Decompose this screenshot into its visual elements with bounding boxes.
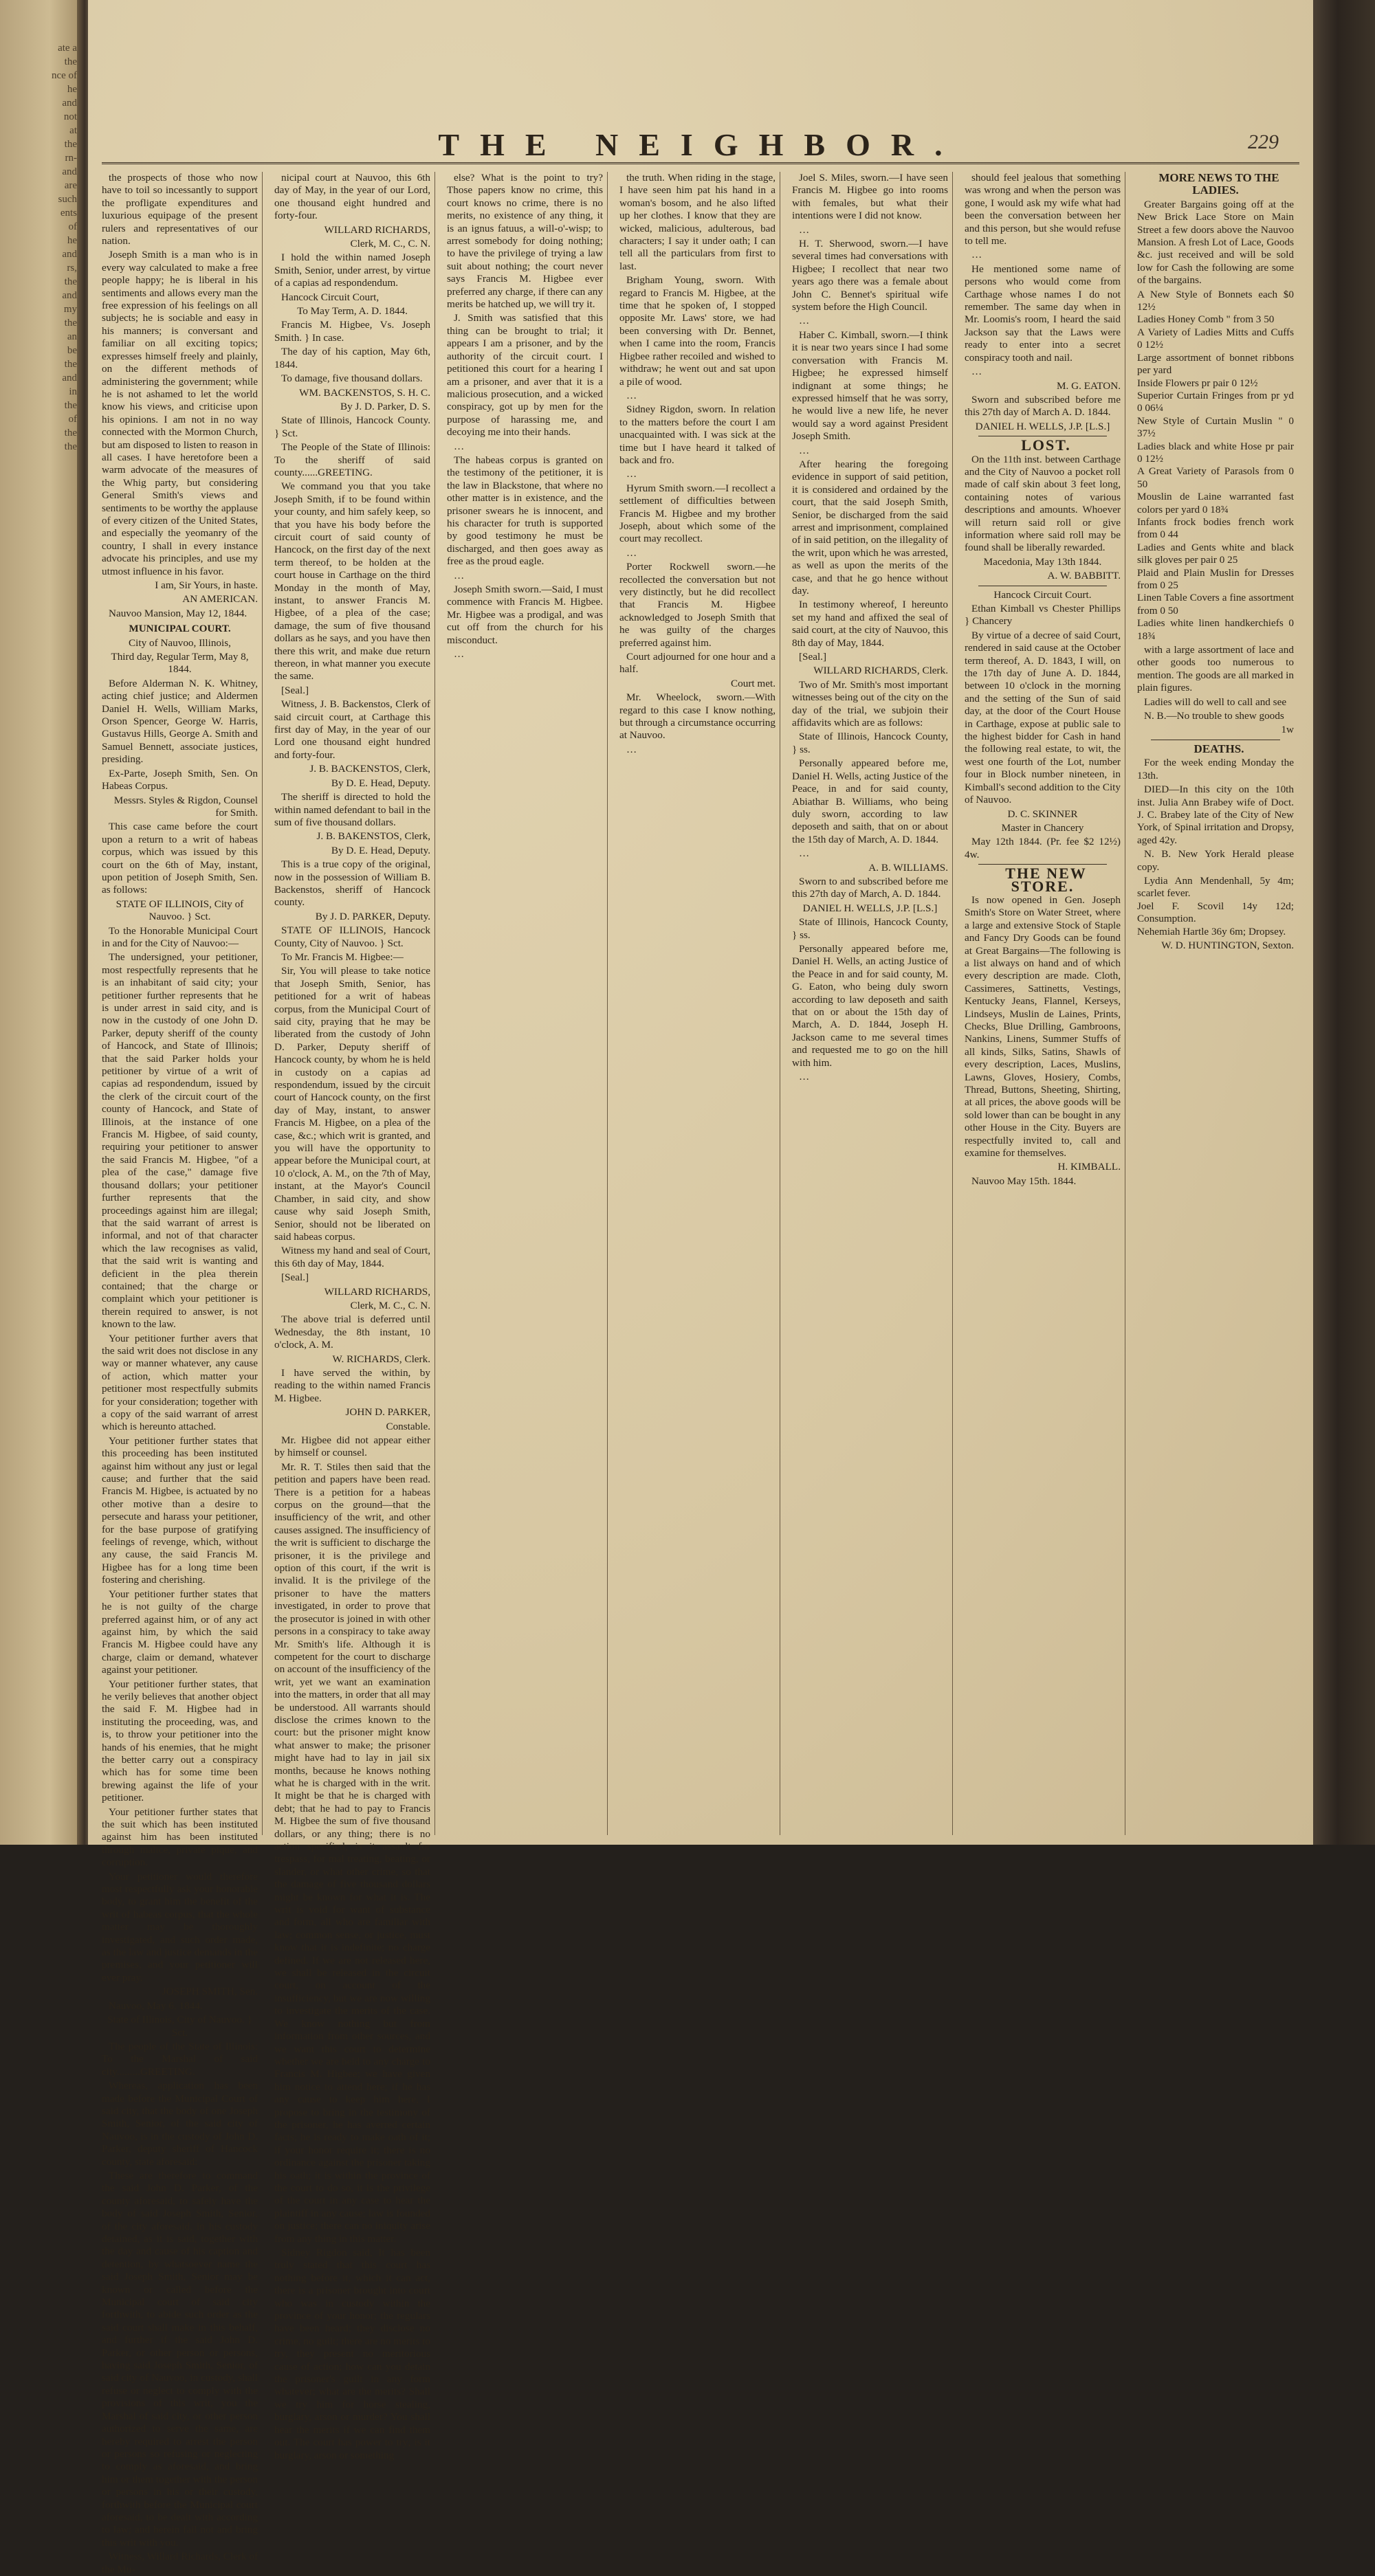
paragraph: Your petitioner further states that he is not guilty of the charge preferred against him, or of any act against him, by which the said Francis M. Higbee could have any charge, claim or demand, whatever against your petitioner. bbox=[102, 1588, 258, 1676]
column-6 bbox=[960, 172, 1125, 1835]
paragraph: Brigham Young, sworn. With regard to Francis M. Higbee, at the time that he spoken of, I stopped opposite Mr. Laws' store, we had been conversing with Dr. Bennet, when I came into the room, Francis Higbee rather recoiled and wished to withdraw; he went out and sat upon a pile of wood. bbox=[619, 274, 776, 388]
signature: WILLARD RICHARDS, bbox=[324, 223, 430, 236]
court-name: Hancock Circuit Court, bbox=[281, 291, 380, 303]
seal: [Seal.] bbox=[281, 1272, 309, 1284]
paragraph: H. T. Sherwood, sworn.—I have several times had conversations with Higbee; I recollect that near two years ago there was a female about John C. Bennet's spiritual wife system before the High Council. bbox=[792, 238, 948, 313]
signature: WILLARD RICHARDS, Clerk. bbox=[813, 665, 948, 677]
venue: State of Illinois, Hancock County. } Sct. bbox=[274, 414, 430, 439]
paragraph: … bbox=[799, 1071, 810, 1083]
column-4 bbox=[615, 172, 780, 1835]
paragraph: Your petitioner would therefore most respectfully ask your honorable body, to grant him the benefit of the writ of habeas corpus, that the whole matter may be thoroughly investigated, and such order made, as the law and justice demands in the premises, and your petitioner will ever pray. bbox=[102, 1870, 258, 1984]
paragraph: … bbox=[454, 440, 465, 452]
ad-signature: 1w bbox=[1281, 724, 1294, 736]
paragraph: Mr. Wheelock, sworn.—With regard to this case I know nothing, but through a circumstance occurring at Nauvoo. bbox=[619, 691, 776, 742]
seal: [Seal.] bbox=[799, 651, 827, 663]
signature: WM. BACKENSTOS, S. H. C. bbox=[299, 386, 430, 399]
paragraph: I hold the within named Joseph Smith, Senior, under arrest, by virtue of a capias ad respondendum. bbox=[274, 252, 430, 289]
column-7 bbox=[1133, 172, 1298, 1835]
paragraph: Your petitioner further states, that he verily believes that another object the said F. M. Higbee had in instituting the proceeding, was, and is, to throw your petitioner into the hands of his enemies, that he might the better carry out a conspiracy which has for some time been brewing against the life of your petitioner. bbox=[102, 1678, 258, 1804]
paragraph: … bbox=[626, 743, 637, 755]
court-city: City of Nauvoo, Illinois, bbox=[129, 636, 231, 649]
paragraph: The habeas corpus is granted on the testimony of the petitioner, it is the law in Blackstone, that where no other matter is in existence, and the prisoner swears he is innocent, and his character for truth is supported by good testimony he must be discharged, and then goes away as free as the proud eagle. bbox=[447, 454, 603, 568]
paragraph: To Mr. Francis M. Higbee:— bbox=[281, 951, 404, 963]
paragraph: Sir, You will please to take notice that Joseph Smith, Senior, has petitioned for a writ of habeas corpus, from the Municipal Court of said city, praying that he may be liberated from the custody of John D. Parker, Deputy sheriff of Hancock county, by whom he is held in custody on a capias ad respondendum, issued by the circuit court of Hancock county, on the first day of May, instant, to answer Francis M. Higbee, on a plea of the case, &c.; which writ is granted, and you will have the opportunity to appear before the Municipal court, at 10 o'clock, A. M., on the 7th of May, instant, at the Mayor's Council Chamber, in said city, and show cause why said Joseph Smith, Senior, should not be liberated on said habeas corpus. bbox=[274, 965, 430, 1243]
paragraph: should feel jealous that something was wrong and when the person was gone, I would ask my wife what had been the conversation between her and this person, but she would refuse to tell me. bbox=[965, 172, 1121, 247]
paragraph: nicipal court at Nauvoo, this 6th day of May, in the year of our Lord, one thousand eight hundred and forty-four. bbox=[274, 172, 430, 222]
paragraph: I have served the within, by reading to the within named Francis M. Higbee. bbox=[274, 1366, 430, 1404]
paragraph: Personally appeared before me, Daniel H. Wells, acting Justice of the Peace, in and for said county, Abiathar B. Williams, who being duly sworn, according to law deposeth and saith, that on or about the 15th day of March, A. D. 1844. bbox=[792, 757, 948, 845]
column-5 bbox=[788, 172, 953, 1835]
sexton-signature: W. D. HUNTINGTON, Sexton. bbox=[1161, 939, 1294, 951]
paragraph: Sidney Rigdon, sworn. In relation to the matters before the court I am unacquainted with. I was sick at the time but I have heard it talked of back and fro. bbox=[619, 403, 776, 466]
copy-note: N. B. New York Herald please copy. bbox=[1137, 848, 1294, 873]
signature: JOSEPH SMITH, Sen. bbox=[162, 1986, 258, 1998]
paragraph: Court adjourned for one hour and a half. bbox=[619, 651, 776, 676]
ad-signature: D. C. SKINNER bbox=[1007, 808, 1078, 820]
paragraph: … bbox=[971, 366, 982, 378]
venue: State of Illinois, City of Nauvoo. } Sct. bbox=[107, 2014, 252, 2039]
ad-court: Hancock Circuit Court. bbox=[993, 588, 1092, 601]
paragraph: Sidney Rigdon said, It has been truly stated that this court has nothing before it, which it can act, there is a prisoner brought into court who was in custody within the province of your honor; the regulars have been heard; they disclose no crime, no guilt; there are no merits to try, they present no meritorious cause of action; how can you detain the prisoner's guilt in any form whatever; what are the merits? Shall we try him for horse stealing, burglary, arson or murder? You shall hear the merits if we can find them out. The court has power to try; is it burglary, arson or something bbox=[274, 2247, 430, 2461]
ad-date: Nauvoo May 15th. 1844. bbox=[971, 1175, 1077, 1187]
court-met: Court met. bbox=[731, 677, 776, 689]
signature: Clerk, M. C., C. N. bbox=[350, 238, 430, 250]
paragraph: The people of the State of Illinois: To the Marshal of said city.........GREETING. bbox=[102, 2040, 258, 2078]
paragraph: the truth. When riding in the stage, I have seen him pat his hand in a woman's bosom, and he also lifted up her clothes. I know that they are wicked, malicious, adulterous, bad characters; I say it under oath; I can tell all the particulars from first to last. bbox=[619, 172, 776, 272]
columns bbox=[98, 171, 1305, 2575]
signature: AN AMERICAN. bbox=[182, 593, 258, 606]
ad-body: Ladies will do well to call and see bbox=[1144, 696, 1287, 708]
price-list: A New Style of Bonnets each $0 12½ Ladies Honey Comb " from 3 50 A Variety of Ladies Mitts and Cuffs 0 12½ Large assortment of bonnet ribbons per yard Inside Flowers pr pair 0 12½ Superior Curtain Fringes from pr yd 0 06¼ New Style of Curtain Muslin " 0 37½ Ladies black and white Hose pr pair 0 12½ A Great Variety of Parasols from 0 50 Mouslin de Laine warranted fast colors per yard 0 18¾ Infants frock bodies french work from 0 44 Ladies and Gents white and black silk gloves per pair 0 25 Plaid and Plain Muslin for Dresses from 0 25 Linen Table Covers a fine assortment from 0 50 Ladies white linen handkerchiefs 0 18¾ bbox=[1137, 288, 1294, 642]
paragraph: Sworn and subscribed before me this 27th day of March A. D. 1844. bbox=[965, 393, 1121, 419]
court-term: To May Term, A. D. 1844. bbox=[297, 305, 408, 318]
paragraph: The above trial is deferred until Wednesday, the 8th instant, 10 o'clock, A. M. bbox=[274, 1313, 430, 1351]
paragraph: Porter Rockwell sworn.—he recollected the conversation but not very distinctly, but he did recollect that Francis M. Higbee acknowledged to Joseph Smith that he was guilty of the charges preferred against him. bbox=[619, 561, 776, 649]
paragraph: Sworn to and subscribed before me this 27th day of March, A. D. 1844. bbox=[792, 875, 948, 900]
died-notice: DIED—In this city on the 10th inst. Julia Ann Brabey wife of Doct. J. C. Brabey late of the City of New York, of Spinal irritation and Dropsy, aged 42y. bbox=[1137, 784, 1294, 846]
signature: M. G. EATON. bbox=[1057, 379, 1121, 392]
paragraph: … bbox=[799, 223, 810, 236]
ad-body: On the 11th inst. between Carthage and the City of Nauvoo a pocket roll made of calf skin about 3 feet long, containing notes of various descriptions and amounts. Whoever will return said roll or give information where said roll may be found shall be liberally rewarded. bbox=[965, 453, 1121, 554]
paragraph: … bbox=[626, 468, 637, 480]
signature: A. B. WILLIAMS. bbox=[868, 861, 948, 874]
paragraph: J. Smith was satisfied that this thing can be brought to trial; it appears I am a prisoner, and by the authority of the circuit court. I petitioned this court for a hearing I am a prisoner, and aver that it is a malicious prosecution, and a wicked conspiracy, got up by men for the purpose of harassing me, and decoying me into their hands. bbox=[447, 312, 603, 438]
column-3 bbox=[443, 172, 608, 1835]
ad-place: Macedonia, May 13th 1844. bbox=[983, 555, 1102, 568]
page-number: 229 bbox=[1248, 131, 1279, 153]
signature: Clerk, M. C., C. N. bbox=[350, 1299, 430, 1311]
masthead bbox=[102, 124, 1299, 164]
case-title: Ex-Parte, Joseph Smith, Sen. On Habeas Corpus. bbox=[102, 767, 258, 792]
paragraph: else? What is the point to try? Those papers know no crime, this court knows no crime, there is no merits, no existence of any thing, it is an ignus fatuus, a will-o'-wisp; to arrest somebody for doing nothing; to have the privilege of trying a law suit about nothing; the court never says Francis M. Higbee ever preferred any charge, if there can any merits be hatched up, we will try it. bbox=[447, 172, 603, 311]
venue: STATE OF ILLINOIS, Hancock County, City of Nauvoo. } Sct. bbox=[274, 924, 430, 949]
paragraph: The undersigned, your petitioner, most respectfully represents that he is an inhabitant of said city; your petitioner further represents that he is under arrest in said city, and is now in the custody of one John D. Parker, deputy sheriff of the county of Hancock, and State of Illinois; that the said Parker holds your petitioner by virtue of a writ of capias ad respondendum, issued by the clerk of the circuit court of the county of Hancock, and State of Illinois, at the instance of one Francis M. Higbee, of said county, requiring your petitioner to answer the said Francis M. Higbee, "of a plea of the case," damage five thousand dollars; your petitioner further represents that the proceedings against him are illegal; that the said warrant of arrest is informal, and not of that character which the law recognises as valid, that the said writ is wanting and deficient in the plea therein contained; that the charge or complaint which your petitioner is therein required to answer, is not known to the law. bbox=[102, 951, 258, 1331]
ad-body: Greater Bargains going off at the New Brick Lace Store on Main Street a few doors above the Nauvoo Mansion. A fresh Lot of Lace, Goods &c. just received and will be sold low for Cash the following are some of the bargains. bbox=[1137, 198, 1294, 287]
facing-page-edge bbox=[0, 0, 82, 1845]
paragraph: To damage, five thousand dollars. bbox=[281, 373, 423, 385]
paragraph: Witness, J. B. Backenstos, Clerk of said circuit court, at Carthage this first day of May, in the year of our Lord one thousand eight hundred and forty-four. bbox=[274, 698, 430, 761]
paragraph: … bbox=[971, 249, 982, 261]
paragraph: Mr. R. T. Stiles then said that the petition and papers have been read. There is a petition for a habeas corpus on the ground—that the insufficiency of the writ, and other causes assigned. The insufficiency of the writ is sufficient to discharge the prisoner, it is the privilege and option of this court, if the writ is invalid. It is the privilege of the prisoner to have the matters investigated, in order to prove that the prosecutor is joined in with other persons in a conspiracy to take away Mr. Smith's life. Although it is competent for the court to discharge on account of the insufficiency of the writ, yet we want an examination into the matters, in order that all may be understood. All warrants should disclose the crimes known to the court: but the prisoner might know what answer to make; the prisoner might have had to lay in jail six months, because he knows nothing what he is charged with in the writ. It might be that he is charged with debt; that he had to pay to Francis M. Higbee the sum of five thousand dollars, or any thing; there is no action specified; is it assault for trespass, for mal treating, beating, or slander, or what other crime, so that the damage of five thousand dollars might be known for what it is. The writ is void for want of substance and form, all who are familiar with law; common sense, or justice, must know that it is indefinite; no charge defined. If we are not released here, we shall be released in the circuit court, on account of the insufficiency, but we are now willing to investigate the merits of the case. We know nothing but from information from other sources, and we want this court to determine whether we are held to any charge to Francis M. Higbee; we have given him notice to attend here; if he has any cause to keep him here, I propose to bring in the testimony of the prisoner, he has averred certain facts; he is ready to make oath of it; if your honor require it; there is no ordinance against the prisoner taking his oath; it is within the province of the court to do so, it is the privilege of the court in any case to hear the plaintiff in any cause; law is founded on justice; there can no iniquity arise from any thing in this matter. bbox=[274, 1461, 430, 2245]
signature: JOHN D. PARKER, bbox=[345, 1406, 430, 1419]
paragraph: This is a true copy of the original, now in the possession of William B. Backenstos, sheriff of Hancock county. bbox=[274, 858, 430, 909]
paragraph: We command you that you take Joseph Smith, if to be found within your county, and him safely keep, so that you have his body before the circuit court of said county of Hancock, on the first day of the next term thereof, to be holden at the court house in Carthage on the third Monday in the month of May, instant, to answer Francis M. Higbee, of a plea of the case; damage, the sum of five thousand dollars as he says, and you have then there this writ, and make due return thereon, in what manner you execute the same. bbox=[274, 480, 430, 682]
ad-date: May 12th 1844. (Pr. fee $2 12½) 4w. bbox=[965, 836, 1121, 860]
paragraph: These are therefore to command the said John D. Parker, of the county aforesaid, to safely have the body of said Joseph Smith, Senior, of the city aforesaid, in his custody detained, as it is said, together with the day and cause of his caption and detention, by whatsoever name the said Joseph Smith, Senior may be known or called before the Municipal court of said city forthwith, to abide such order as the said court shall make in this behalf, and further if the said John D. Parker, or other person or persons, having said Joseph Smith, Senior, of said city of Nauvoo, in custody, shall refuse or neglect to comply with the provisions of this writ, you the Marshal of said city, or other person authorized to serve the same, are hereby required to arrest the person or persons so refusing or neglecting to comply as aforesaid, and bring him or them together with the person or persons in his or their custody, forthwith before the Municipal court aforesaid, to be dealt with according to law; and herein fail not and bring this writ with you. bbox=[102, 2169, 258, 2549]
case-title: Francis M. Higbee, Vs. Joseph Smith. } In case. bbox=[274, 319, 430, 344]
paragraph: To the Honorable Municipal Court in and for the City of Nauvoo:— bbox=[102, 924, 258, 949]
ad-body: Is now opened in Gen. Joseph Smith's Store on Water Street, where a large and extensive Stock of Staple and Fancy Dry Goods can be found at Great Bargains—The following is a list always on hand and of which every description are made. Cloth, Cassimeres, Sattinetts, Vestings, Kentucky Jeans, Flannel, Kerseys, Lindseys, Muslin de Laines, Prints, Checks, Blue Drilling, Gambroons, Nankins, Linens, Summer Stuffs of all kinds, Silks, Satins, Shawls of every description, Laces, Muslins, Lawns, Gloves, Hosiery, Combs, Thread, Buttons, Sheeting, Shirting, at all prices, the above goods will be sold lower than can be bought in any other House in the City. Buyers are respectfully invited to, call and examine for themselves. bbox=[965, 893, 1121, 1159]
signature: J. B. BACKENSTOS, Clerk, bbox=[309, 763, 430, 775]
paragraph: The sheriff is directed to hold the within named defendant to bail in the sum of five thousand dollars. bbox=[274, 791, 430, 828]
paragraph: Haber C. Kimball, sworn.—I think it is near two years since I had some conversation with Francis M. Higbee; he expressed himself indignant at some things; he expressed himself that he was sorry, he would live a new life, he never would say a word against President Joseph Smith. bbox=[792, 329, 948, 443]
paragraph: Your petitioner further states that the suit which has been instituted against him has been instituted through malice, private pique, and corruption. bbox=[102, 1806, 258, 1869]
paragraph: Personally appeared before me, Daniel H. Wells, an acting Justice of the Peace in and for said county, M. G. Eaton, who being duly sworn according to law deposeth and saith that on or about the 15th day of March, A. D. 1844, Joseph H. Jackson came to me several times and requested me to go on the hill with him. bbox=[792, 942, 948, 1069]
paragraph: The day of his caption, May 6th, 1844. bbox=[274, 346, 430, 370]
signature: By J. D. Parker, D. S. bbox=[340, 400, 430, 412]
paragraph: … bbox=[799, 847, 810, 860]
signoff: I am, Sir Yours, in haste. bbox=[155, 579, 258, 591]
paragraph: The People of the State of Illinois: To the sheriff of said county......GREETING. bbox=[274, 441, 430, 478]
paragraph: Your petitioner further avers that the said writ does not disclose in any way or manner whatever, any cause of action, which matter your petitioner most respectfully submits for your consideration; together with a copy of the said warrant of arrest which is hereunto attached. bbox=[102, 1332, 258, 1433]
signature: DANIEL H. WELLS, J.P. [L.S.] bbox=[802, 902, 938, 914]
paragraph: … bbox=[799, 444, 810, 456]
signature: J. B. BAKENSTOS, Clerk, bbox=[316, 830, 430, 843]
paragraph: Two of Mr. Smith's most important witnesses being out of the city on the day of the trial, we subjoin their affidavits which are as follows: bbox=[792, 678, 948, 729]
dateline: Nauvoo, May 6, 1844. bbox=[109, 1999, 203, 2012]
ad-signature: H. KIMBALL. bbox=[1057, 1161, 1121, 1173]
signature: WILLARD RICHARDS, bbox=[324, 1285, 430, 1298]
column-2 bbox=[270, 172, 435, 2461]
paragraph: Hyrum Smith sworn.—I recollect a settlement of difficulties between Francis M. Higbee and my brother Joseph, about which some of the court may recollect. bbox=[619, 482, 776, 545]
paragraph: After hearing the foregoing evidence in support of said petition, it is considered and ordained by the court, that the said Joseph Smith, Senior, be discharged from the said arrest and imprisonment, complained of in said petition, on the illegality of the writ, upon which he was arrested, as well as upon the merits of the case, and that he go hence without day. bbox=[792, 458, 948, 597]
paragraph: Whereas, application has been made before the Municipal Court of said city, that the body of one Joseph Smith, Senior, of the said city of Nauvoo, is in the custody of John D. Parker, deputy sheriff of Hancock county, state aforesaid: bbox=[102, 2080, 258, 2168]
ad-body: N. B.—No trouble to shew goods bbox=[1144, 710, 1284, 722]
paragraph: Joel S. Miles, sworn.—I have seen Francis M. Higbee go into rooms with females, but what their intentions were I did not know. bbox=[792, 172, 948, 222]
paragraph: Before Alderman N. K. Whitney, acting chief justice; and Aldermen Daniel H. Wells, William Marks, Orson Spencer, George W. Harris, Gustavus Hills, George A. Smith and Samuel Bennett, associate justices, presiding. bbox=[102, 677, 258, 766]
venue: State of Illinois, Hancock County, } ss. bbox=[792, 731, 948, 755]
paragraph: … bbox=[626, 389, 637, 401]
deaths-title: DEATHS. bbox=[1194, 742, 1244, 755]
ad-body: with a large assortment of lace and other goods too numerous to mention. The goods are all marked in plain figures. bbox=[1137, 644, 1294, 694]
ad-title-lost: LOST. bbox=[1021, 436, 1071, 454]
facing-page-text: ate a the nce of he and not at the rn- and are such ents of he and rs, the and my the an be the and in the of the the bbox=[51, 43, 77, 452]
paragraph: Witness, Willard Richards, Clerk of the Mu- bbox=[102, 2551, 258, 2575]
paragraph: … bbox=[626, 546, 637, 559]
paragraph: … bbox=[454, 648, 465, 660]
book-binding bbox=[1313, 0, 1375, 1845]
venue: STATE OF ILLINOIS, City of Nauvoo. } Sct. bbox=[116, 898, 244, 923]
paragraph: Your petitioner further states that this proceeding has been instituted against him without any just or legal cause; and further that the said Francis M. Higbee, is actuated by no other motive than a desire to persecute and harass your petitioner, for the base purpose of gratifying feelings of revenge, which, without any cause, the said Francis M. Higbee has for a long time been fostering and cherishing. bbox=[102, 1434, 258, 1586]
paragraph: … bbox=[799, 315, 810, 327]
signature: By J. D. PARKER, Deputy. bbox=[315, 910, 430, 922]
newspaper-page bbox=[88, 0, 1313, 2575]
deaths-body: For the week ending Monday the 13th. bbox=[1137, 757, 1294, 781]
paragraph: Joseph Smith is a man who is in every way calculated to make a free people happy; he is liberal in his sentiments and allows every man the free expression of his feelings on all subjects; he is sociable and easy in his manners; is conversant and familiar on all exciting topics; expresses himself freely and plainly, on the different methods of administering the government; while he is not ashamed to let the world know his views, and criticise upon his opinions. I am not in no way connected with the Mormon Church, but am disposed to listen to reason in all cases. I have heretofore been a warm advocate of the measures of the Whig party, but considering General Smith's views and sentiments to be worthy the applause of every citizen of the United States, and especially the yeomanry of the country, I shall in every instance advocate his principles, and use my utmost influence in his favor. bbox=[102, 249, 258, 577]
deaths-list: Lydia Ann Mendenhall, 5y 4m; scarlet fever. Joel F. Scovil 14y 12d; Consumption. Nehemiah Hartle 36y 6m; Dropsey. bbox=[1137, 874, 1294, 937]
seal: [Seal.] bbox=[281, 684, 309, 696]
ad-signature-title: Master in Chancery bbox=[1001, 821, 1084, 834]
signature: W. RICHARDS, Clerk. bbox=[332, 1353, 430, 1365]
paragraph: Mr. Higbee did not appear either by himself or counsel. bbox=[274, 1434, 430, 1459]
paragraph: … bbox=[454, 569, 465, 581]
signature: By D. E. Head, Deputy. bbox=[331, 777, 430, 789]
signature: By D. E. Head, Deputy. bbox=[331, 844, 430, 856]
dateline: Nauvoo Mansion, May 12, 1844. bbox=[109, 607, 248, 619]
paragraph: In testimony whereof, I hereunto set my hand and affixed the seal of said court, at the city of Nauvoo, this 8th day of May, 1844. bbox=[792, 599, 948, 649]
column-1 bbox=[98, 172, 263, 2575]
ad-title-new-store: THE NEW STORE. bbox=[1005, 865, 1087, 895]
paragraph: He mentioned some name of persons who would come from Carthage whose names I do not remember. The same day when in Mr. Loomis's room, I heard the said Jackson say that the Laws were ready to enter into a secret conspiracy tooth and nail. bbox=[965, 263, 1121, 364]
paragraph: Joseph Smith sworn.—Said, I must commence with Francis M. Higbee. Mr. Higbee was a prodigal, and was cut off from the church for his misconduct. bbox=[447, 584, 603, 646]
venue: State of Illinois, Hancock County, } ss. bbox=[792, 916, 948, 941]
signature: Constable. bbox=[386, 1420, 430, 1432]
masthead-title: THE NEIGHBOR. bbox=[438, 127, 963, 162]
paragraph: Witness my hand and seal of Court, this 6th day of May, 1844. bbox=[274, 1245, 430, 1269]
paragraph: This case came before the court upon a return to a writ of habeas corpus, which was issued by this court on the 6th of May, instant, upon petition of Joseph Smith, Sen. as follows: bbox=[102, 821, 258, 896]
paragraph: the prospects of those who now have to toil so incessantly to support the profligate expenditures and luxurious equipage of the present rulers and representatives of our nation. bbox=[102, 172, 258, 247]
counsel: Messrs. Styles & Rigdon, Counsel for Smith. bbox=[113, 794, 258, 819]
signature: DANIEL H. WELLS, J.P. [L.S.] bbox=[975, 420, 1110, 432]
section-heading: MUNICIPAL COURT. bbox=[129, 623, 231, 635]
ad-body: By virtue of a decree of said Court, rendered in said cause at the October term thereof, A. D. 1843, I will, on the 17th day of June A. D. 1844, between 10 o'clock in the morning and the setting of the Sun of said day, at the door of the Court House in Carthage, expose at public sale to the highest bidder for Cash in hand the following real estate, to wit, the west one fourth of the Lot, number four in Block number nineteen, in Kimball's second addition to the City of Nauvoo. bbox=[965, 629, 1121, 806]
court-term: Third day, Regular Term, May 8, 1844. bbox=[111, 651, 249, 676]
ad-title-more-news: MORE NEWS TO THE LADIES. bbox=[1158, 171, 1279, 197]
ad-signature: A. W. BABBITT. bbox=[1047, 570, 1121, 582]
ad-case: Ethan Kimball vs Chester Phillips } Chancery bbox=[965, 603, 1121, 628]
